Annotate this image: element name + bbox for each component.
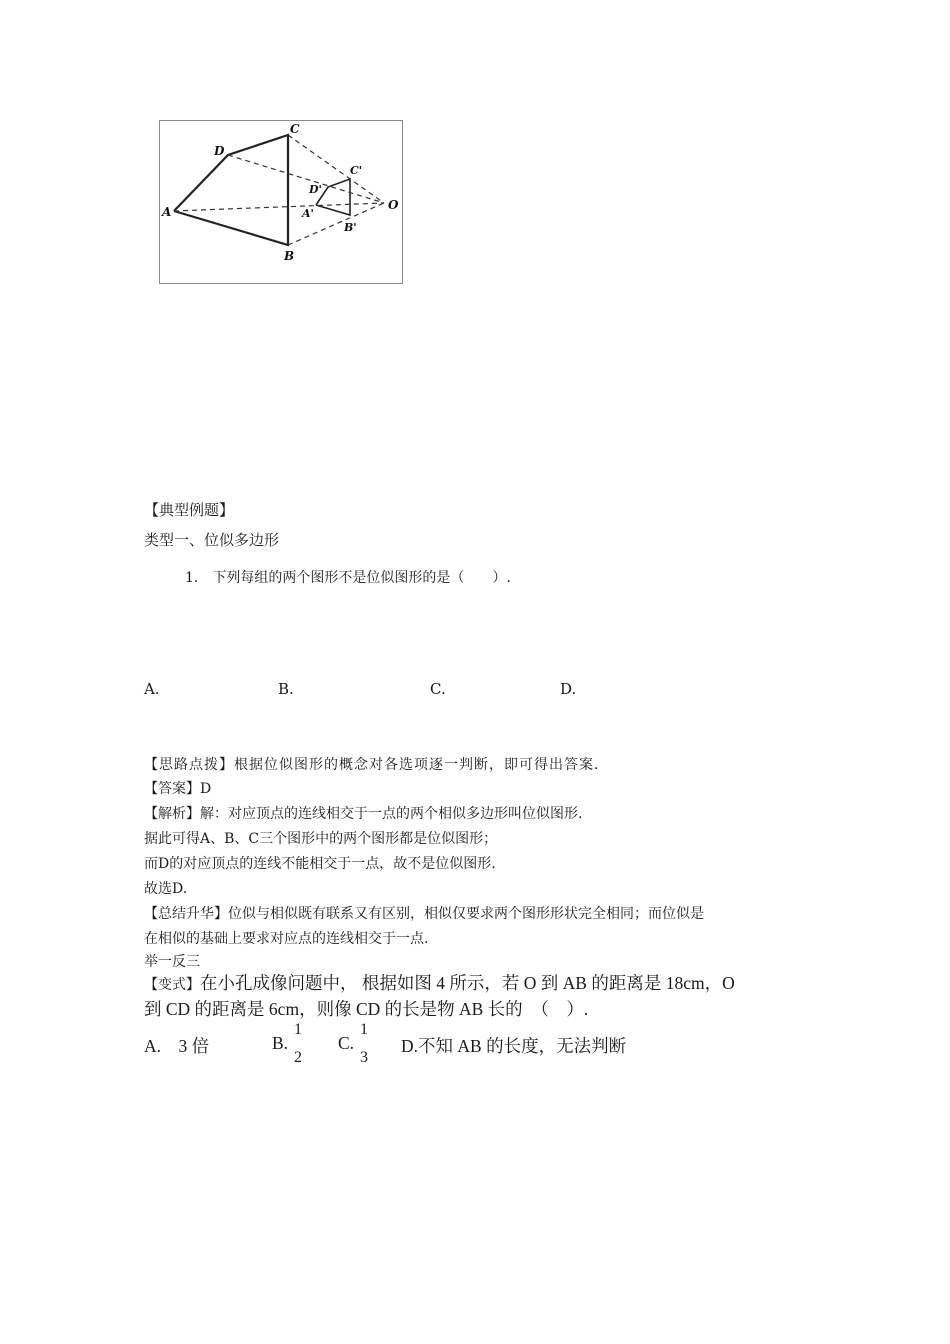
label-O: O [388, 198, 399, 212]
label-A: A [162, 205, 172, 219]
variant-text-1: 在小孔成像问题中， 根据如图 4 所示，若 O 到 AB 的距离是 18cm，O [200, 973, 735, 993]
label-D-prime: D' [309, 183, 322, 196]
large-quadrilateral [174, 135, 288, 245]
variant-tag: 【变式】 [144, 977, 200, 993]
analysis-line-2: 据此可得A、B、C三个图形中的两个图形都是位似图形； [144, 831, 498, 847]
label-C: C [290, 122, 300, 136]
option-d: D. [560, 680, 577, 698]
option-c: C. [430, 680, 446, 698]
question-1: 1. 下列每组的两个图形不是位似图形的是（ ）. [185, 570, 511, 586]
summary-line-1: 【总结升华】位似与相似既有联系又有区别，相似仅要求两个图形形状完全相同；而位似是 [144, 906, 704, 922]
fraction-b-numerator: 1 [294, 1021, 302, 1038]
analysis-line-3: 而D的对应顶点的连线不能相交于一点，故不是位似图形. [144, 856, 496, 872]
label-B: B [284, 249, 295, 263]
variant-line-2: 到 CD 的距离是 6cm，则像 CD 的长是物 AB 长的 （ ）. [144, 999, 589, 1019]
fraction-b-denominator: 2 [294, 1049, 302, 1066]
label-C-prime: C' [350, 164, 363, 177]
label-B-prime: B' [344, 221, 357, 234]
section-heading: 【典型例题】 [144, 501, 235, 519]
figure-diagram [160, 121, 402, 283]
label-A-prime: A' [302, 207, 314, 220]
summary-line-2: 在相似的基础上要求对应点的连线相交于一点. [144, 931, 429, 947]
label-D: D [214, 144, 225, 158]
option-b: B. [278, 680, 294, 698]
variant-option-d: D.不知 AB 的长度，无法判断 [401, 1036, 627, 1056]
analysis-line-1: 【解析】解：对应顶点的连线相交于一点的两个相似多边形叫位似图形. [144, 806, 583, 822]
option-a: A. [144, 680, 160, 698]
homothety-figure [159, 120, 403, 284]
fraction-c-numerator: 1 [360, 1021, 368, 1038]
variant-option-a: A. 3 倍 [144, 1036, 210, 1056]
analysis-line-4: 故选D. [144, 881, 188, 897]
type-line: 类型一、位似多边形 [144, 531, 280, 549]
variant-line-1 [144, 970, 735, 995]
hint-line: 【思路点拨】根据位似图形的概念对各选项逐一判断，即可得出答案. [144, 757, 600, 773]
practice-heading: 举一反三 [144, 954, 200, 970]
variant-option-c: C. [338, 1033, 355, 1053]
fraction-c-denominator: 3 [360, 1049, 368, 1066]
variant-option-b: B. [272, 1033, 289, 1053]
answer-line: 【答案】D [144, 781, 212, 797]
